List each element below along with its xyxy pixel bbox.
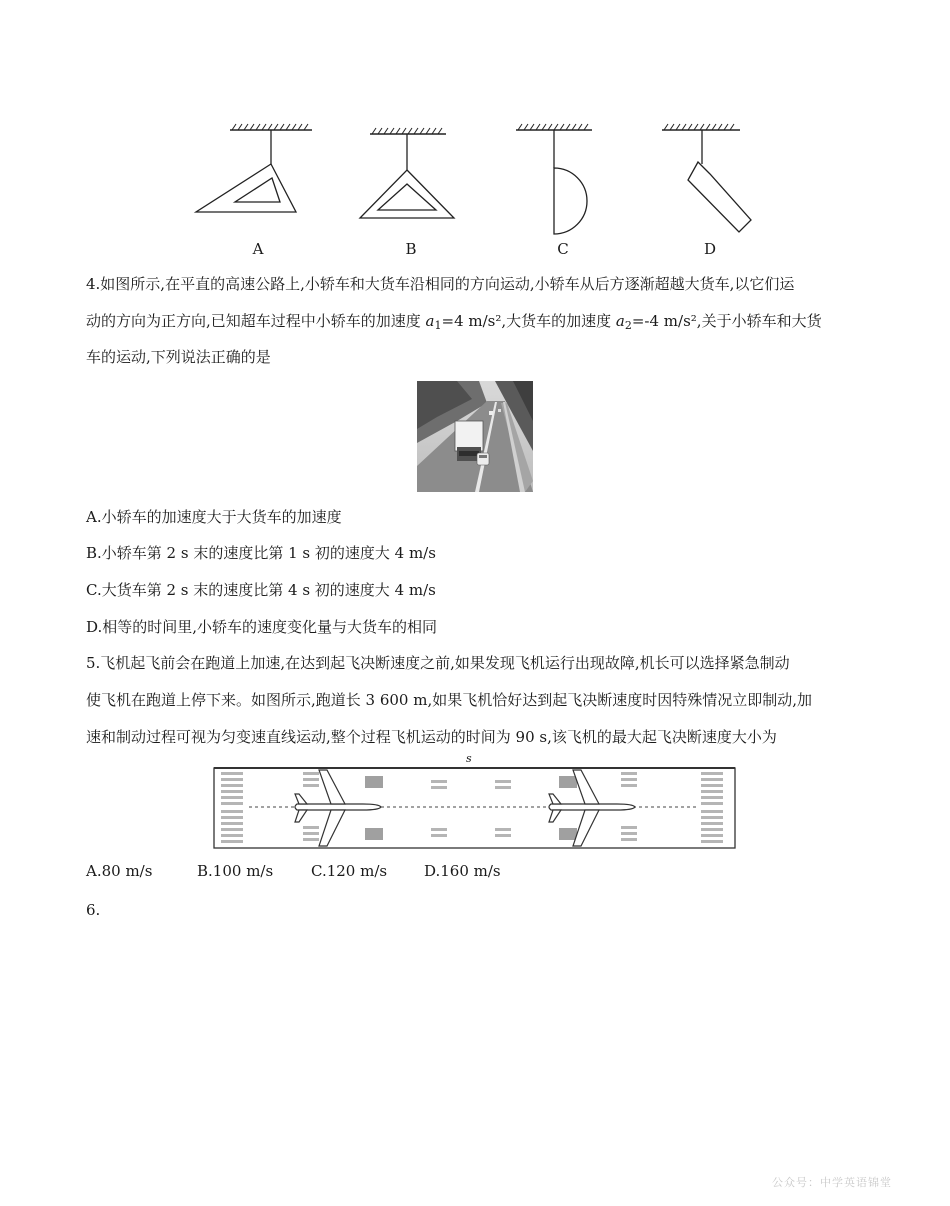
a1-subscript: 1	[434, 319, 442, 332]
a2-subscript: 2	[624, 319, 632, 332]
figure-d-bar-hanging	[660, 120, 760, 240]
a2-symbol: a	[615, 312, 625, 330]
q5-stem-line-2: 使飞机在跑道上停下来。如图所示,跑道长 3 600 m,如果飞机恰好达到起飞决断速度时因特殊情况立即制动,加	[86, 691, 813, 709]
q5-option-a: A.80 m/s	[86, 862, 153, 880]
figure-label-a: A	[252, 240, 264, 258]
q5-option-c: C.120 m/s	[311, 862, 388, 880]
q5-stem-line-1: 5.飞机起飞前会在跑道上加速,在达到起飞决断速度之前,如果发现飞机运行出现故障,机长可以选择紧急制动	[86, 654, 790, 672]
figure-label-c: C	[557, 240, 569, 258]
q4-option-c: C.大货车第 2 s 末的速度比第 4 s 初的速度大 4 m/s	[86, 581, 436, 599]
a1-symbol: a	[425, 312, 435, 330]
q5-option-d: D.160 m/s	[424, 862, 501, 880]
runway-length-label: s	[466, 752, 472, 765]
q6-number: 6.	[86, 901, 101, 919]
a2-value: =-4 m/s²,关于小轿车和大货	[631, 312, 822, 330]
figure-a-triangle-hanging	[190, 120, 320, 225]
figure-c-semicircle-hanging	[512, 120, 602, 240]
q4-stem-line-1: 4.如图所示,在平直的高速公路上,小轿车和大货车沿相同的方向运动,小轿车从后方逐渐超越大货车,以它们运	[86, 275, 795, 293]
a1-value: =4 m/s²,大货车的加速度	[441, 312, 616, 330]
q5-stem-line-3: 速和制动过程可视为匀变速直线运动,整个过程飞机运动的时间为 90 s,该飞机的最大起飞决断速度大小为	[86, 728, 777, 746]
q4-stem-line-2	[86, 311, 822, 336]
q4-option-a: A.小轿车的加速度大于大货车的加速度	[86, 508, 342, 526]
runway-diagram	[213, 766, 737, 850]
figure-label-b: B	[405, 240, 417, 258]
q4-option-b: B.小轿车第 2 s 末的速度比第 1 s 初的速度大 4 m/s	[86, 544, 436, 562]
figure-b-triangle-hanging	[356, 120, 461, 225]
watermark: 公众号：中学英语锦堂	[772, 1176, 892, 1189]
figure-label-d: D	[703, 240, 717, 258]
q4-option-d: D.相等的时间里,小轿车的速度变化量与大货车的相同	[86, 618, 438, 636]
q5-option-b: B.100 m/s	[197, 862, 274, 880]
q4-stem-line-3: 车的运动,下列说法正确的是	[86, 348, 271, 366]
highway-photo	[417, 381, 533, 492]
q4-stem-line-2-text: 动的方向为正方向,已知超车过程中小轿车的加速度	[86, 312, 426, 330]
